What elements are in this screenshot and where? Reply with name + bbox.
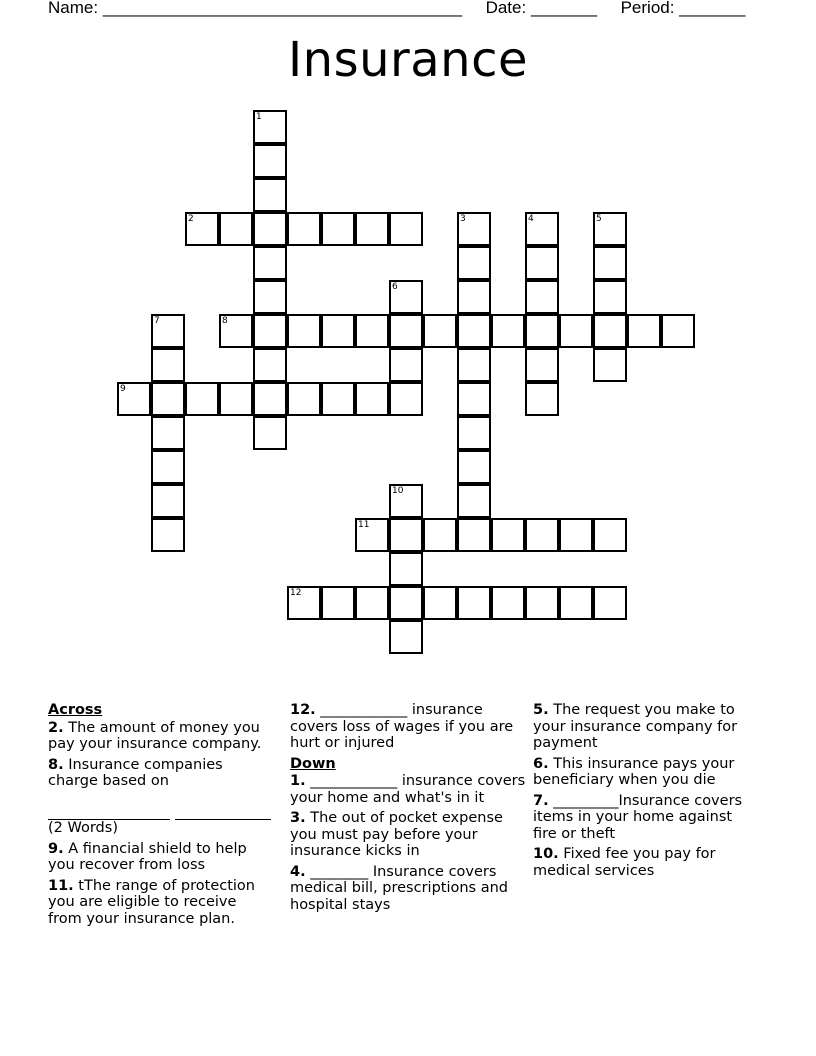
- cell-number: 8: [222, 316, 228, 326]
- grid-cell[interactable]: [593, 348, 627, 382]
- grid-cell[interactable]: [593, 586, 627, 620]
- clue-across-9: 9. A financial shield to help you recover from loss: [48, 840, 247, 873]
- cell-number: 7: [154, 316, 160, 326]
- grid-cell[interactable]: [559, 314, 593, 348]
- grid-cell[interactable]: [321, 212, 355, 246]
- grid-cell[interactable]: [559, 586, 593, 620]
- grid-cell[interactable]: [525, 314, 559, 348]
- answer-blank-1: [48, 805, 170, 820]
- clue-down-10: 10. Fixed fee you pay for medical services: [533, 846, 716, 879]
- grid-cell[interactable]: [287, 314, 321, 348]
- clue-down-3: 3. The out of pocket expense you must pay before your insurance kicks in: [290, 810, 503, 859]
- grid-cell[interactable]: [253, 212, 287, 246]
- cell-number: 11: [358, 520, 370, 530]
- grid-cell[interactable]: [253, 144, 287, 178]
- name-field[interactable]: ______________________________________: [102, 0, 463, 17]
- grid-cell[interactable]: [287, 382, 321, 416]
- grid-cell[interactable]: [457, 280, 491, 314]
- date-label: Date:: [485, 0, 527, 17]
- grid-cell[interactable]: [253, 314, 287, 348]
- grid-cell[interactable]: [491, 518, 525, 552]
- grid-cell[interactable]: [219, 382, 253, 416]
- grid-cell[interactable]: [593, 246, 627, 280]
- cell-number: 4: [528, 214, 534, 224]
- grid-cell[interactable]: [525, 518, 559, 552]
- grid-cell[interactable]: [389, 552, 423, 586]
- grid-cell[interactable]: [253, 280, 287, 314]
- grid-cell[interactable]: [525, 586, 559, 620]
- grid-cell[interactable]: [457, 246, 491, 280]
- grid-cell[interactable]: [151, 416, 185, 450]
- period-label: Period:: [620, 0, 675, 17]
- cell-number: 1: [256, 112, 262, 122]
- grid-cell[interactable]: [355, 382, 389, 416]
- grid-cell[interactable]: [559, 518, 593, 552]
- clue-down-1: 1. ____________ insurance covers your home and what's in it: [290, 773, 526, 806]
- grid-cell[interactable]: [627, 314, 661, 348]
- clue-across-8: 8. Insurance companies charge based on (2 Words): [48, 757, 273, 837]
- grid-cell[interactable]: [151, 450, 185, 484]
- grid-cell[interactable]: [389, 348, 423, 382]
- clue-down-7: 7. _________Insurance covers items in your home against fire or theft: [533, 792, 743, 842]
- grid-cell[interactable]: [287, 212, 321, 246]
- clue-down-6: 6. This insurance pays your beneficiary when you die: [533, 755, 735, 788]
- grid-cell[interactable]: [423, 586, 457, 620]
- grid-cell[interactable]: [661, 314, 695, 348]
- cell-number: 5: [596, 214, 602, 224]
- grid-cell[interactable]: [321, 586, 355, 620]
- grid-cell[interactable]: [253, 178, 287, 212]
- grid-cell[interactable]: [321, 382, 355, 416]
- grid-cell[interactable]: [457, 348, 491, 382]
- page-title: Insurance: [288, 32, 528, 88]
- grid-cell[interactable]: [457, 450, 491, 484]
- grid-cell[interactable]: [593, 280, 627, 314]
- grid-cell[interactable]: [525, 246, 559, 280]
- grid-cell[interactable]: [389, 314, 423, 348]
- grid-cell[interactable]: [355, 314, 389, 348]
- grid-cell[interactable]: [253, 382, 287, 416]
- grid-cell[interactable]: [525, 348, 559, 382]
- grid-cell[interactable]: [185, 382, 219, 416]
- grid-cell[interactable]: [457, 314, 491, 348]
- grid-cell[interactable]: [491, 586, 525, 620]
- grid-cell[interactable]: [457, 586, 491, 620]
- grid-cell[interactable]: [253, 246, 287, 280]
- date-field[interactable]: _______: [530, 0, 598, 17]
- grid-cell[interactable]: [253, 416, 287, 450]
- grid-cell[interactable]: [355, 212, 389, 246]
- grid-cell[interactable]: [423, 314, 457, 348]
- grid-cell[interactable]: [151, 382, 185, 416]
- name-label: Name:: [48, 0, 99, 17]
- clue-down-5: 5. The request you make to your insurance company for payment: [533, 702, 738, 751]
- grid-cell[interactable]: [253, 348, 287, 382]
- grid-cell[interactable]: [151, 348, 185, 382]
- grid-cell[interactable]: [593, 314, 627, 348]
- grid-cell[interactable]: [593, 518, 627, 552]
- cell-number: 2: [188, 214, 194, 224]
- answer-blank-2: [175, 805, 271, 820]
- grid-cell[interactable]: [389, 620, 423, 654]
- clue-across-12: 12. ____________ insurance covers loss of wages if you are hurt or injured: [290, 702, 514, 751]
- grid-cell[interactable]: [457, 382, 491, 416]
- clues-column-1: [48, 702, 273, 931]
- grid-cell[interactable]: [457, 518, 491, 552]
- cell-number: 12: [290, 588, 302, 598]
- grid-cell[interactable]: [355, 586, 389, 620]
- clue-across-2: 2. The amount of money you pay your insurance company.: [48, 719, 262, 752]
- cell-number: 3: [460, 214, 466, 224]
- clues-column-2: [290, 702, 528, 917]
- period-field[interactable]: _______: [679, 0, 746, 17]
- grid-cell[interactable]: [389, 382, 423, 416]
- cell-number: 10: [392, 486, 404, 496]
- clues-column-3: [533, 702, 758, 883]
- grid-cell[interactable]: [525, 280, 559, 314]
- grid-cell[interactable]: [389, 518, 423, 552]
- grid-cell[interactable]: [457, 416, 491, 450]
- grid-cell[interactable]: [151, 484, 185, 518]
- grid-cell[interactable]: [321, 314, 355, 348]
- grid-cell[interactable]: [219, 212, 253, 246]
- cell-number: 6: [392, 282, 398, 292]
- down-heading: Down: [290, 755, 336, 772]
- grid-cell[interactable]: [457, 484, 491, 518]
- cell-number: 9: [120, 384, 126, 394]
- clue-down-4: 4. ________ Insurance covers medical bill, prescriptions and hospital stays: [290, 863, 508, 913]
- clue-across-11: 11. tThe range of protection you are eligible to receive from your insurance plan.: [48, 877, 255, 927]
- across-heading: Across: [48, 702, 103, 718]
- grid-cell[interactable]: [525, 382, 559, 416]
- grid-cell[interactable]: [389, 212, 423, 246]
- grid-cell[interactable]: [389, 586, 423, 620]
- grid-cell[interactable]: [423, 518, 457, 552]
- grid-cell[interactable]: [151, 518, 185, 552]
- grid-cell[interactable]: [491, 314, 525, 348]
